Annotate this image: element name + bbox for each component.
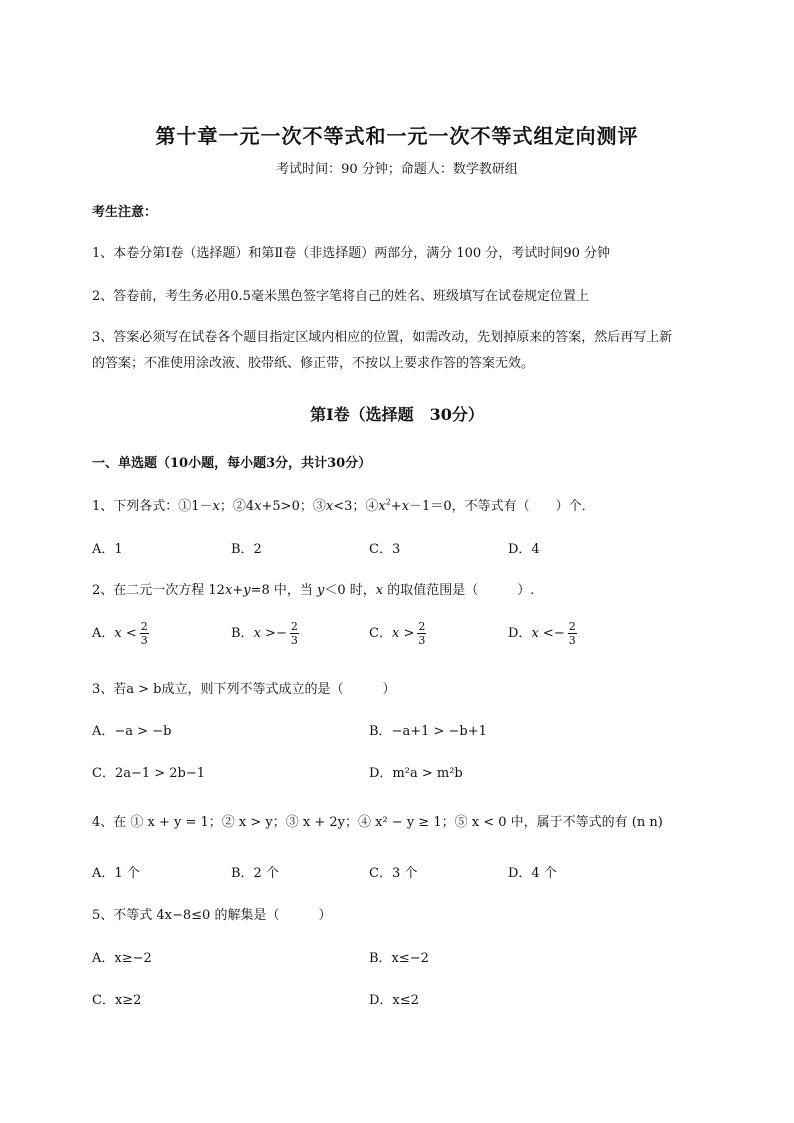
q3-option-a[interactable]: A．−a > −b [92, 724, 172, 739]
q5-option-d[interactable]: D．x≤2 [369, 993, 419, 1008]
notice-heading: 考生注意： [92, 205, 158, 220]
question-4: 4、在 ① x + y = 1；② x > y；③ x + 2y；④ x² − y ≥ 1；⑤ x < 0 中，属于不等式的有 (n n) [92, 815, 663, 830]
q1-option-a[interactable]: A．1 [92, 542, 123, 557]
fraction: $\frac{2}{3}$ [290, 620, 298, 647]
q1-option-d[interactable]: D．4 [508, 542, 540, 557]
q1-option-b[interactable]: B．2 [231, 542, 262, 557]
question-3: 3、若a > b成立，则下列不等式成立的是（ ） [92, 682, 396, 697]
notice-item-3-cont: 的答案；不准使用涂改液、胶带纸、修正带，不按以上要求作答的答案无效。 [92, 356, 535, 371]
q3-option-c[interactable]: C．2a−1 > 2b−1 [92, 766, 206, 781]
q1-option-c[interactable]: C．3 [369, 542, 401, 557]
question-2: 2、在二元一次方程 12x+y=8 中，当 y＜0 时，x 的取值范围是（ ）. [92, 583, 535, 598]
q3-option-b[interactable]: B．−a+1 > −b+1 [369, 724, 487, 739]
part-heading: 一、单选题（10小题，每小题3分，共计30分） [92, 456, 372, 471]
q3-option-d[interactable]: D．m²a > m²b [369, 766, 463, 781]
q5-option-c[interactable]: C．x≥2 [92, 993, 142, 1008]
q2-option-b[interactable]: B．x >− $\frac{2}{3}$ [231, 620, 298, 647]
notice-item-3: 3、答案必须写在试卷各个题目指定区域内相应的位置，如需改动，先划掉原来的答案，然后再写上新 [92, 330, 673, 345]
fraction: $\frac{2}{3}$ [418, 620, 426, 647]
q2-option-a[interactable]: A．x < $\frac{2}{3}$ [92, 620, 148, 647]
section-title: 第Ⅰ卷（选择题 30分） [310, 405, 484, 424]
q5-option-a[interactable]: A．x≥−2 [92, 951, 152, 966]
fraction: $\frac{2}{3}$ [140, 620, 148, 647]
notice-item-1: 1、本卷分第Ⅰ卷（选择题）和第Ⅱ卷（非选择题）两部分，满分 100 分，考试时间90 分钟 [92, 246, 610, 261]
fraction: $\frac{2}{3}$ [568, 620, 576, 647]
q4-option-d[interactable]: D．4 个 [508, 866, 557, 881]
page-title: 第十章一元一次不等式和一元一次不等式组定向测评 [155, 124, 639, 148]
q2-option-c[interactable]: C．x > $\frac{2}{3}$ [369, 620, 426, 647]
exam-info: 考试时间：90 分钟；命题人：数学教研组 [276, 162, 518, 177]
q5-option-b[interactable]: B．x≤−2 [369, 951, 429, 966]
q4-option-a[interactable]: A．1 个 [92, 866, 140, 881]
q4-option-c[interactable]: C．3 个 [369, 866, 418, 881]
question-5: 5、不等式 4x−8≤0 的解集是（ ） [92, 908, 332, 923]
q4-option-b[interactable]: B．2 个 [231, 866, 279, 881]
question-1: 1、下列各式：①1－x；②4x+5>0；③x<3；$④x^2+x-1=0$，不等式有（ ）个． [92, 497, 595, 514]
notice-item-2: 2、答卷前，考生务必用0.5毫米黑色签字笔将自己的姓名、班级填写在试卷规定位置上 [92, 289, 589, 304]
q2-option-d[interactable]: D．x <− $\frac{2}{3}$ [508, 620, 576, 647]
